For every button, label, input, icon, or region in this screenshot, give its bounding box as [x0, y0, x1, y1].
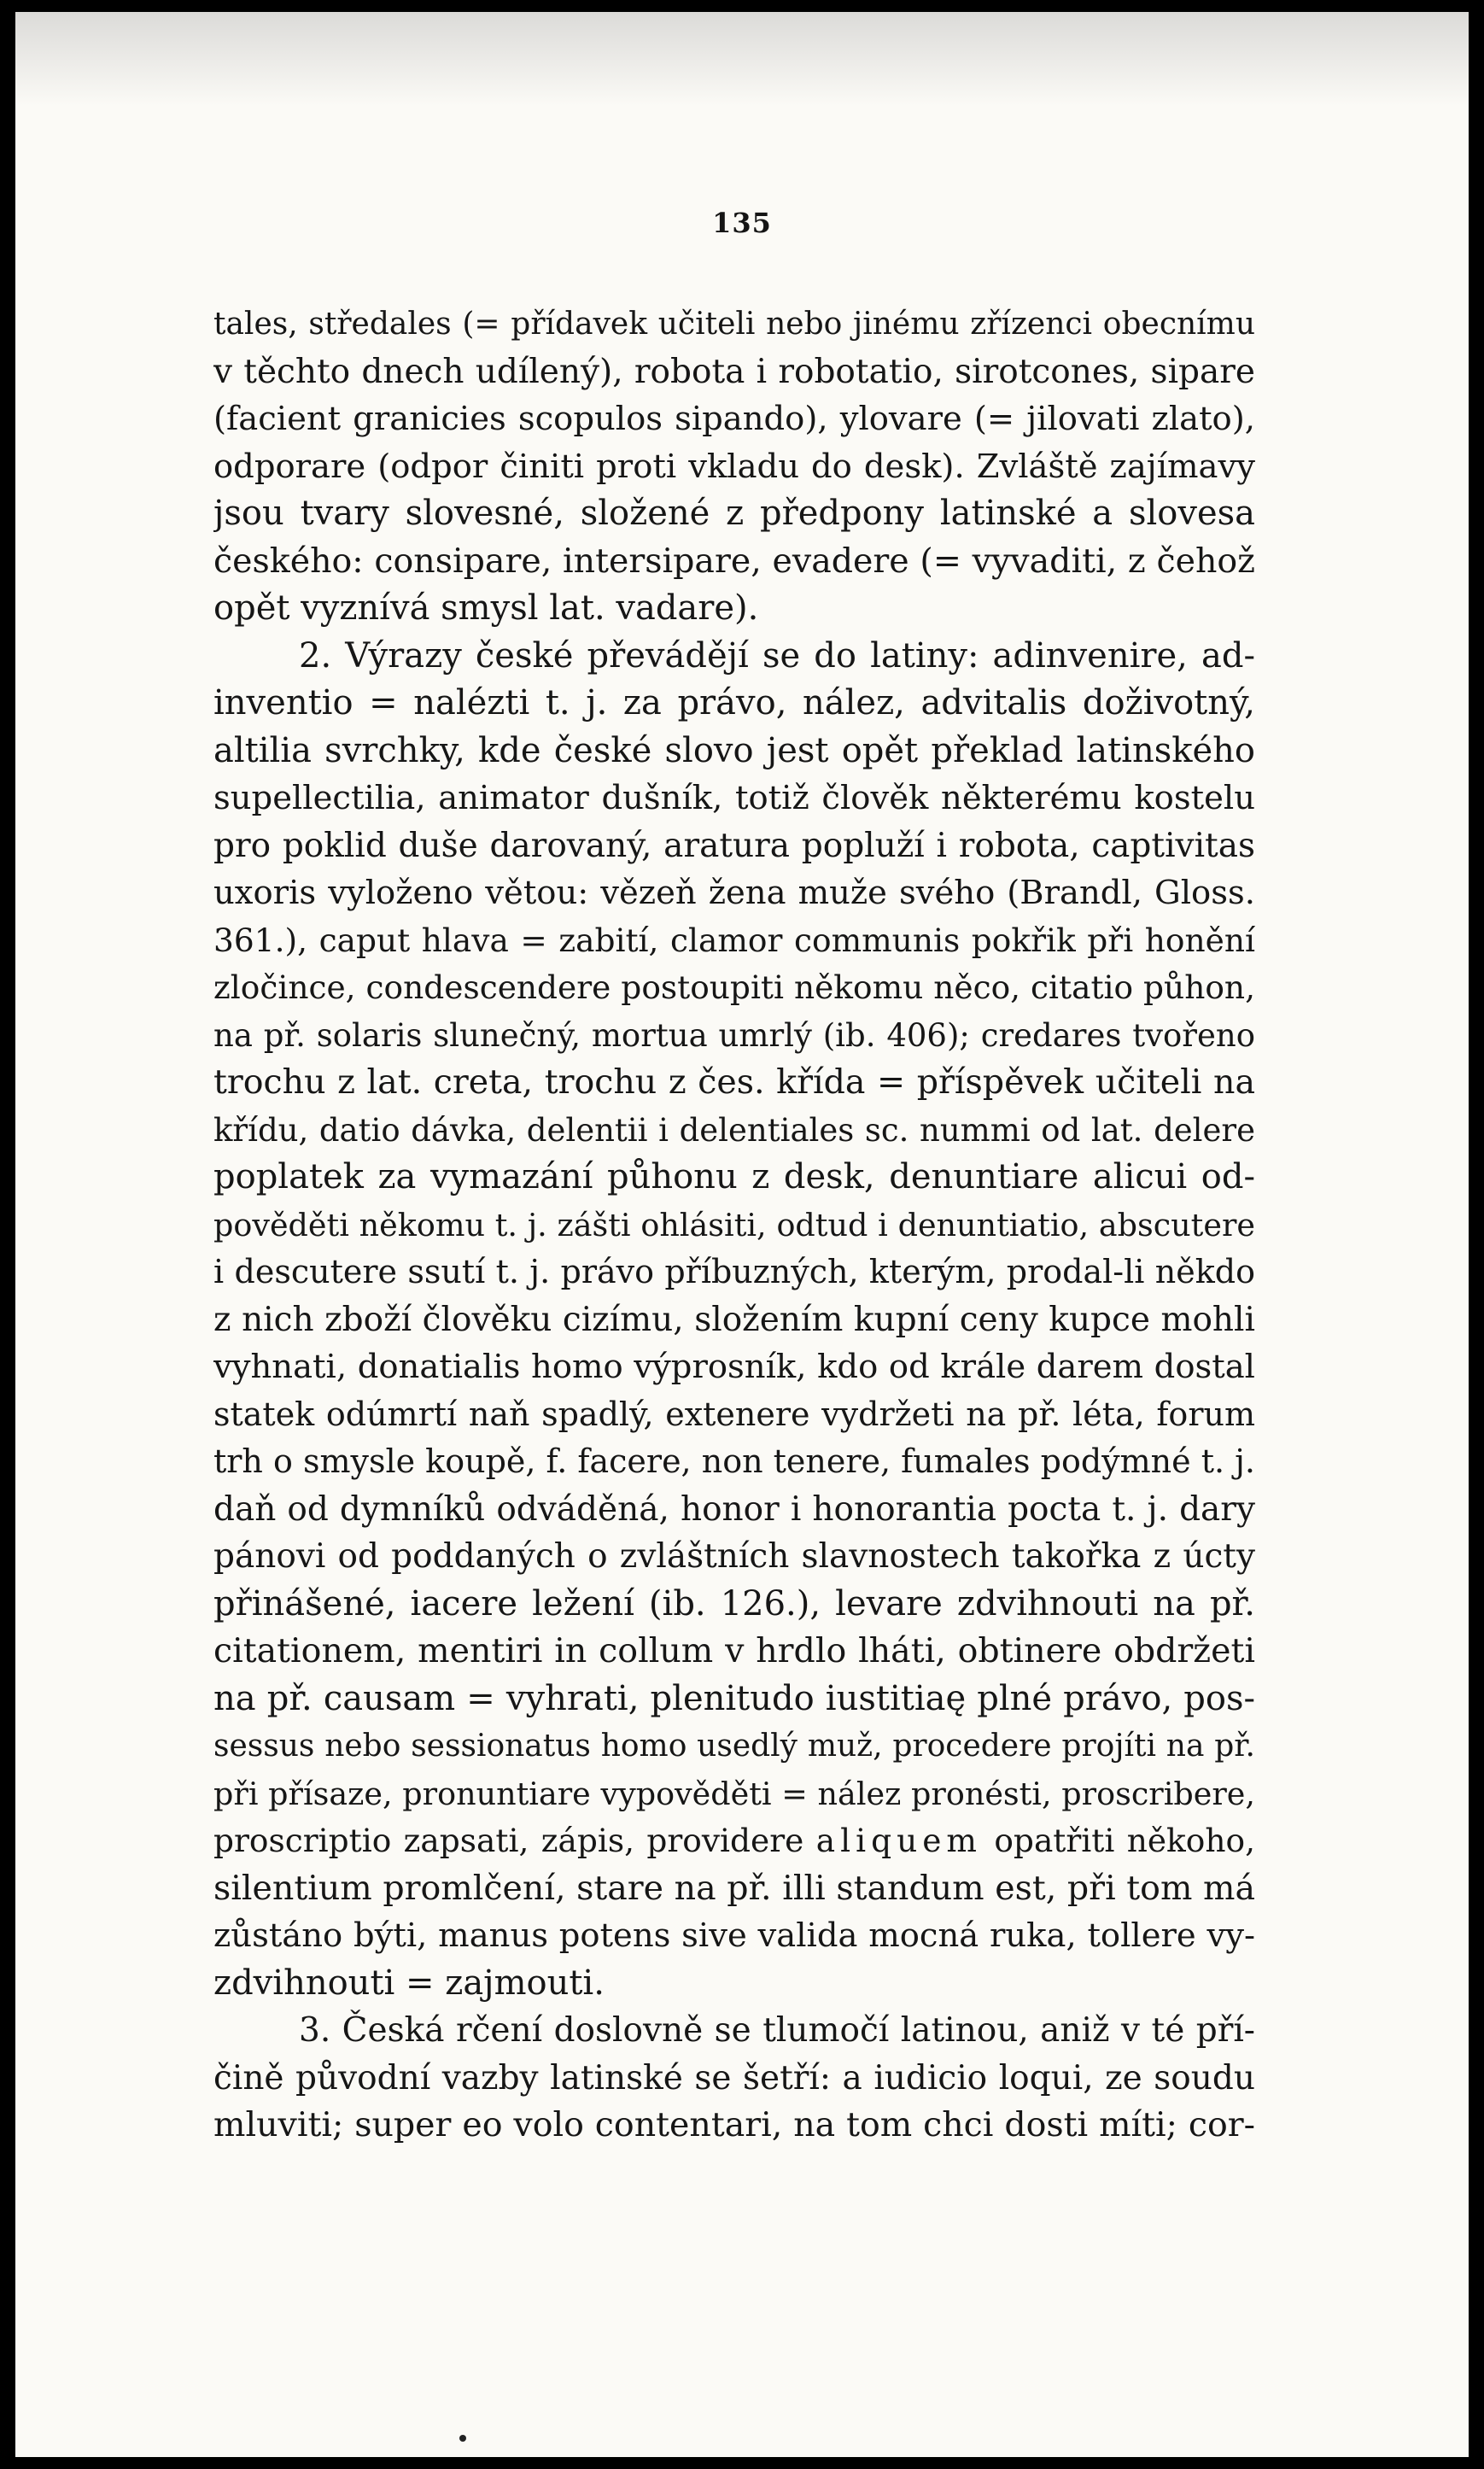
spaced-word: aliquem — [815, 1822, 982, 1859]
text-line: křídu, datio dávka, delentii i delentiales sc. nummi od lat. delere — [213, 1111, 1255, 1149]
text-line: silentium promlčení, stare na př. illi standum est, při tom má — [213, 1868, 1255, 1908]
line-end: opatřiti někoho, — [994, 1822, 1255, 1859]
book-page — [15, 12, 1469, 2457]
text-line: z nich zboží člověku cizímu, složením kupní ceny kupce mohli — [213, 1300, 1255, 1339]
text-line: trochu z lat. creta, trochu z čes. křída = příspěvek učiteli na — [213, 1062, 1255, 1102]
text-line: tales, středales (= přídavek učiteli nebo jinému zřízenci obecnímu — [213, 307, 1255, 342]
text-line: poplatek za vymazání půhonu z desk, denuntiare alicui od- — [213, 1157, 1255, 1196]
text-line: 3. Česká rčení doslovně se tlumočí latinou, aniž v té pří- — [299, 2011, 1255, 2050]
paragraph-1 — [213, 301, 1255, 633]
text-line: daň od dymníků odváděná, honor i honorantia pocta t. j. dary — [213, 1489, 1255, 1529]
text-line: altilia svrchky, kde české slovo jest opět překlad latinského — [213, 730, 1255, 770]
text-line: pro poklid duše darovaný, aratura popluží i robota, captivitas — [213, 826, 1255, 865]
text-line: trh o smysle koupě, f. facere, non tenere, fumales podýmné t. j. — [213, 1442, 1255, 1480]
text-line: zločince, condescendere postoupiti někomu něco, citatio půhon, — [213, 968, 1255, 1006]
text-line: pověděti někomu t. j. zášti ohlásiti, odtud i denuntiatio, abscutere — [213, 1206, 1255, 1243]
text-line: v těchto dnech udílený), robota i robotatio, sirotcones, sipare — [213, 352, 1255, 391]
text-line: českého: consipare, intersipare, evadere (= vyvaditi, z čehož — [213, 541, 1255, 581]
paragraph-2 — [213, 633, 1255, 2008]
text-line: zůstáno býti, manus potens sive valida mocná ruka, tollere vy- — [213, 1916, 1255, 1955]
text-line: sessus nebo sessionatus homo usedlý muž, procedere projíti na př. — [213, 1729, 1255, 1764]
text-line: na př. causam = vyhrati, plenitudo iustitiaę plné právo, pos- — [213, 1678, 1255, 1718]
text-line: přinášené, iacere ležení (ib. 126.), levare zdvihnouti na př. — [213, 1583, 1255, 1624]
text-line-with-spaced-word — [213, 1817, 1255, 1865]
text-line: zdvihnouti = zajmouti. — [213, 1963, 605, 2003]
text-line: inventio = nalézti t. j. za právo, nález, advitalis doživotný, — [213, 683, 1255, 723]
text-line: při přísaze, pronuntiare vypověděti = nález pronésti, proscribere, — [213, 1775, 1255, 1812]
text-line: uxoris vyloženo větou: vězeň žena muže svého (Brandl, Gloss. — [213, 874, 1255, 912]
paragraph-3 — [213, 2007, 1255, 2150]
ink-speck — [459, 2435, 466, 2442]
text-line: i descutere ssutí t. j. právo příbuzných, kterým, prodal-li někdo — [213, 1253, 1255, 1290]
line-start: proscriptio zapsati, zápis, providere — [213, 1822, 804, 1859]
text-line: 361.), caput hlava = zabití, clamor communis pokřik při honění — [213, 921, 1255, 959]
text-line: citationem, mentiri in collum v hrdlo lháti, obtinere obdržeti — [213, 1631, 1255, 1670]
text-line: jsou tvary slovesné, složené z předpony latinské a slovesa — [213, 494, 1255, 533]
text-line: (facient granicies scopulos sipando), ylovare (= jilovati zlato), — [213, 400, 1255, 438]
text-line: supellectilia, animator dušník, totiž člověk některému kostelu — [213, 779, 1255, 817]
text-line: statek odúmrtí naň spadlý, extenere vydržeti na př. léta, forum — [213, 1395, 1255, 1433]
text-line: na př. solaris slunečný, mortua umrlý (ib. 406); credares tvořeno — [213, 1016, 1255, 1054]
page-number: 135 — [712, 207, 772, 239]
text-line: mluviti; super eo volo contentari, na tom chci dosti míti; cor- — [213, 2105, 1255, 2144]
text-line: vyhnati, donatialis homo výprosník, kdo od krále darem dostal — [213, 1348, 1255, 1386]
text-line: odporare (odpor činiti proti vkladu do desk). Zvláště zajímavy — [213, 447, 1255, 486]
text-line: opět vyznívá smysl lat. vadare). — [213, 588, 759, 628]
text-line: čině původní vazby latinské se šetří: a iudicio loqui, ze soudu — [213, 2058, 1255, 2097]
body-text — [213, 301, 1255, 2150]
scan-shadow — [15, 12, 1469, 106]
text-line: pánovi od poddaných o zvláštních slavnostech takořka z úcty — [213, 1537, 1255, 1576]
text-line: 2. Výrazy české převádějí se do latiny: adinvenire, ad- — [299, 635, 1255, 676]
